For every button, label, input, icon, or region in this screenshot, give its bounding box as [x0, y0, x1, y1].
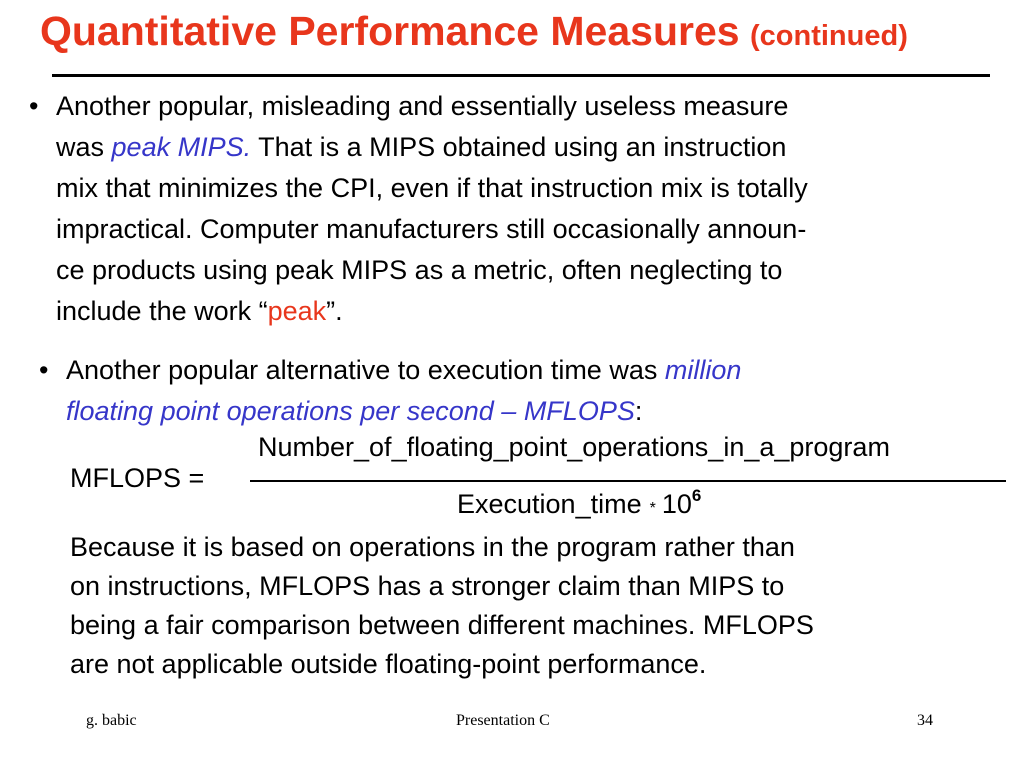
bullet-text: Another popular alternative to execution time was [66, 355, 665, 385]
emphasis-peak: peak [267, 296, 327, 326]
footer-page-number: 34 [917, 712, 933, 729]
bullet-line [66, 391, 1016, 432]
slide-title-main: Quantitative Performance Measures [40, 8, 740, 54]
bullet-line: ce products using peak MIPS as a metric, often neglecting to [56, 255, 783, 285]
formula-lhs: MFLOPS = [70, 463, 205, 493]
bullet-line: Another popular, misleading and essentially useless measure [56, 91, 789, 121]
bullet-marker: • [29, 91, 39, 121]
bullet-text: was [56, 132, 112, 162]
bullet-text: : [634, 396, 643, 426]
bullet-line [66, 350, 1016, 391]
paragraph-line: being a fair comparison between different machines. MFLOPS [70, 610, 814, 640]
formula-denominator [457, 488, 701, 520]
title-divider [52, 74, 990, 77]
bullet-line: impractical. Computer manufacturers still occasionally announ- [56, 214, 807, 244]
denominator-term: Execution_time [457, 489, 642, 519]
formula-numerator: Number_of_floating_point_operations_in_a_program [258, 432, 890, 462]
bullet-text: ”. [326, 296, 343, 326]
multiply-operator: * [649, 500, 656, 517]
slide-title-suffix: (continued) [750, 20, 908, 52]
paragraph-line: on instructions, MFLOPS has a stronger claim than MIPS to [70, 571, 785, 601]
bullet-line [56, 127, 1016, 168]
bullet-mflops [39, 350, 1016, 432]
bullet-text: include the work “ [56, 296, 268, 326]
emphasis-mflops-definition: floating point operations per second – MFLOPS [66, 396, 635, 426]
bullet-peak-mips [29, 86, 1016, 332]
paragraph-line: Because it is based on operations in the program rather than [70, 532, 795, 562]
footer-presentation: Presentation C [456, 712, 550, 729]
power-exponent: 6 [691, 486, 702, 505]
footer-author: g. babic [86, 712, 137, 729]
emphasis-peak-mips: peak MIPS. [111, 132, 252, 162]
bullet-marker: • [39, 355, 49, 385]
fraction-bar [250, 480, 1006, 482]
emphasis-million: million [664, 355, 742, 385]
bullet-text: That is a MIPS obtained using an instruction [251, 132, 787, 162]
slide-title [40, 8, 908, 55]
bullet-line [56, 291, 1016, 332]
paragraph-line: are not applicable outside floating-point performance. [70, 649, 707, 679]
power-base: 10 [661, 489, 692, 519]
bullet-line: mix that minimizes the CPI, even if that instruction mix is totally [56, 173, 808, 203]
mflops-formula [70, 430, 1020, 530]
mflops-explanation [70, 528, 1020, 684]
